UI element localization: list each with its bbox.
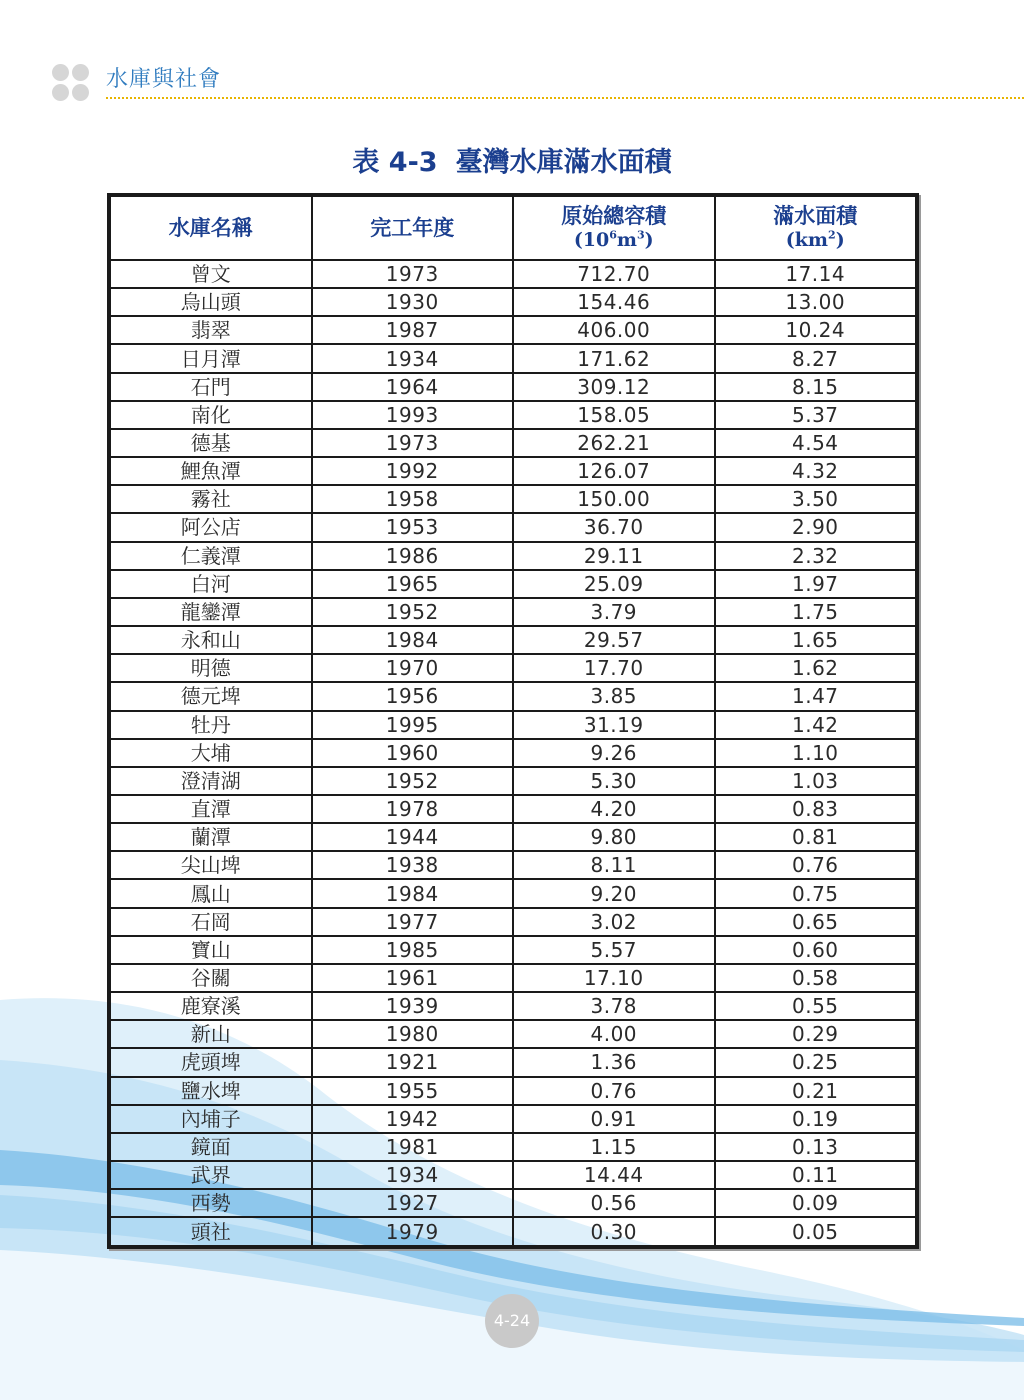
table-row: [110, 682, 916, 710]
cell-original-capacity: 9.20: [513, 879, 715, 907]
cell-reservoir-name: 鹿寮溪: [110, 992, 312, 1020]
table-row: [110, 1105, 916, 1133]
table-row: [110, 542, 916, 570]
table-row: [110, 626, 916, 654]
header-divider: [106, 97, 1024, 99]
cell-original-capacity: 262.21: [513, 429, 715, 457]
cell-reservoir-name: 永和山: [110, 626, 312, 654]
table-row: [110, 823, 916, 851]
cell-original-capacity: 9.80: [513, 823, 715, 851]
table-row: [110, 570, 916, 598]
cell-completion-year: 1927: [312, 1189, 514, 1217]
cell-reservoir-name: 霧社: [110, 485, 312, 513]
cell-original-capacity: 0.91: [513, 1105, 715, 1133]
cell-completion-year: 1956: [312, 682, 514, 710]
cell-completion-year: 1973: [312, 429, 514, 457]
cell-full-area: 1.62: [715, 654, 917, 682]
cell-reservoir-name: 龍鑾潭: [110, 598, 312, 626]
cell-completion-year: 1942: [312, 1105, 514, 1133]
cell-original-capacity: 712.70: [513, 260, 715, 288]
cell-original-capacity: 36.70: [513, 513, 715, 541]
cell-reservoir-name: 阿公店: [110, 513, 312, 541]
cell-full-area: 0.19: [715, 1105, 917, 1133]
cell-original-capacity: 14.44: [513, 1161, 715, 1189]
table-row: [110, 795, 916, 823]
table-row: [110, 739, 916, 767]
cell-full-area: 0.21: [715, 1077, 917, 1105]
cell-completion-year: 1921: [312, 1048, 514, 1076]
cell-full-area: 0.13: [715, 1133, 917, 1161]
cell-original-capacity: 4.20: [513, 795, 715, 823]
cell-completion-year: 1953: [312, 513, 514, 541]
cell-full-area: 0.58: [715, 964, 917, 992]
table-title: [0, 140, 1024, 179]
cell-full-area: 1.75: [715, 598, 917, 626]
cell-completion-year: 1934: [312, 344, 514, 372]
cell-reservoir-name: 武界: [110, 1161, 312, 1189]
table-row: [110, 288, 916, 316]
reservoir-area-table: [109, 195, 917, 1247]
cell-original-capacity: 1.15: [513, 1133, 715, 1161]
table-header-row: [110, 196, 916, 260]
cell-completion-year: 1958: [312, 485, 514, 513]
cell-completion-year: 1977: [312, 908, 514, 936]
table-row: [110, 1077, 916, 1105]
col-header-area-label: 滿水面積: [773, 203, 858, 228]
cell-completion-year: 1995: [312, 711, 514, 739]
cell-full-area: 0.25: [715, 1048, 917, 1076]
cell-reservoir-name: 翡翠: [110, 316, 312, 344]
table-row: [110, 1189, 916, 1217]
cell-full-area: 0.81: [715, 823, 917, 851]
cell-reservoir-name: 曾文: [110, 260, 312, 288]
section-title: 水庫與社會: [106, 67, 222, 92]
table-row: [110, 908, 916, 936]
cell-original-capacity: 154.46: [513, 288, 715, 316]
cell-full-area: 0.29: [715, 1020, 917, 1048]
table-row: [110, 1048, 916, 1076]
table-row: [110, 457, 916, 485]
cell-reservoir-name: 德元埤: [110, 682, 312, 710]
cell-original-capacity: 8.11: [513, 851, 715, 879]
cell-completion-year: 1987: [312, 316, 514, 344]
table-row: [110, 964, 916, 992]
cell-completion-year: 1938: [312, 851, 514, 879]
cell-completion-year: 1965: [312, 570, 514, 598]
table-row: [110, 1217, 916, 1246]
cell-reservoir-name: 新山: [110, 1020, 312, 1048]
cell-reservoir-name: 西勢: [110, 1189, 312, 1217]
cell-completion-year: 1992: [312, 457, 514, 485]
cell-original-capacity: 406.00: [513, 316, 715, 344]
table-row: [110, 711, 916, 739]
cell-reservoir-name: 谷關: [110, 964, 312, 992]
cell-original-capacity: 5.30: [513, 767, 715, 795]
reservoir-table-frame: [107, 193, 919, 1249]
cell-full-area: 1.42: [715, 711, 917, 739]
cell-full-area: 17.14: [715, 260, 917, 288]
cell-original-capacity: 17.70: [513, 654, 715, 682]
cell-completion-year: 1955: [312, 1077, 514, 1105]
cell-reservoir-name: 鯉魚潭: [110, 457, 312, 485]
cell-reservoir-name: 頭社: [110, 1217, 312, 1246]
cell-full-area: 10.24: [715, 316, 917, 344]
cell-full-area: 4.54: [715, 429, 917, 457]
cell-full-area: 0.11: [715, 1161, 917, 1189]
cell-full-area: 2.90: [715, 513, 917, 541]
cell-reservoir-name: 澄清湖: [110, 767, 312, 795]
cell-reservoir-name: 鹽水埤: [110, 1077, 312, 1105]
cell-original-capacity: 309.12: [513, 373, 715, 401]
cell-original-capacity: 4.00: [513, 1020, 715, 1048]
cell-completion-year: 1939: [312, 992, 514, 1020]
table-body: [110, 260, 916, 1246]
cell-full-area: 8.15: [715, 373, 917, 401]
cell-original-capacity: 25.09: [513, 570, 715, 598]
section-logo-icon: [52, 64, 92, 104]
table-row: [110, 851, 916, 879]
cell-full-area: 0.83: [715, 795, 917, 823]
table-row: [110, 513, 916, 541]
cell-full-area: 0.55: [715, 992, 917, 1020]
table-row: [110, 401, 916, 429]
cell-full-area: 1.97: [715, 570, 917, 598]
col-header-capacity: [513, 196, 715, 260]
cell-reservoir-name: 直潭: [110, 795, 312, 823]
col-header-capacity-unit: $(10^6m^3)$: [573, 228, 654, 252]
cell-completion-year: 1978: [312, 795, 514, 823]
table-row: [110, 1020, 916, 1048]
cell-completion-year: 1984: [312, 879, 514, 907]
cell-reservoir-name: 寶山: [110, 936, 312, 964]
cell-original-capacity: 9.26: [513, 739, 715, 767]
cell-original-capacity: 5.57: [513, 936, 715, 964]
cell-full-area: 8.27: [715, 344, 917, 372]
cell-full-area: 1.03: [715, 767, 917, 795]
cell-full-area: 5.37: [715, 401, 917, 429]
col-header-area: [715, 196, 917, 260]
table-row: [110, 1161, 916, 1189]
cell-full-area: 0.05: [715, 1217, 917, 1246]
cell-original-capacity: 3.79: [513, 598, 715, 626]
cell-completion-year: 1986: [312, 542, 514, 570]
cell-full-area: 2.32: [715, 542, 917, 570]
cell-reservoir-name: 石岡: [110, 908, 312, 936]
table-row: [110, 316, 916, 344]
cell-original-capacity: 1.36: [513, 1048, 715, 1076]
cell-reservoir-name: 日月潭: [110, 344, 312, 372]
table-row: [110, 879, 916, 907]
cell-completion-year: 1981: [312, 1133, 514, 1161]
cell-full-area: 0.60: [715, 936, 917, 964]
cell-original-capacity: 29.57: [513, 626, 715, 654]
cell-completion-year: 1964: [312, 373, 514, 401]
cell-completion-year: 1979: [312, 1217, 514, 1246]
table-row: [110, 344, 916, 372]
cell-reservoir-name: 蘭潭: [110, 823, 312, 851]
cell-original-capacity: 158.05: [513, 401, 715, 429]
table-number: 表 4-3: [352, 147, 438, 178]
cell-full-area: 1.65: [715, 626, 917, 654]
cell-original-capacity: 29.11: [513, 542, 715, 570]
cell-original-capacity: 126.07: [513, 457, 715, 485]
page-number-badge: 4-24: [485, 1294, 539, 1348]
cell-original-capacity: 3.02: [513, 908, 715, 936]
cell-reservoir-name: 大埔: [110, 739, 312, 767]
cell-reservoir-name: 鏡面: [110, 1133, 312, 1161]
cell-reservoir-name: 仁義潭: [110, 542, 312, 570]
cell-original-capacity: 0.76: [513, 1077, 715, 1105]
cell-full-area: 0.09: [715, 1189, 917, 1217]
cell-full-area: 0.75: [715, 879, 917, 907]
cell-completion-year: 1973: [312, 260, 514, 288]
cell-completion-year: 1970: [312, 654, 514, 682]
table-row: [110, 485, 916, 513]
cell-original-capacity: 17.10: [513, 964, 715, 992]
cell-original-capacity: 0.30: [513, 1217, 715, 1246]
cell-reservoir-name: 明德: [110, 654, 312, 682]
table-row: [110, 654, 916, 682]
cell-completion-year: 1961: [312, 964, 514, 992]
cell-reservoir-name: 牡丹: [110, 711, 312, 739]
cell-completion-year: 1993: [312, 401, 514, 429]
cell-reservoir-name: 尖山埤: [110, 851, 312, 879]
cell-reservoir-name: 鳳山: [110, 879, 312, 907]
table-row: [110, 598, 916, 626]
cell-full-area: 0.76: [715, 851, 917, 879]
cell-original-capacity: 3.78: [513, 992, 715, 1020]
cell-reservoir-name: 內埔子: [110, 1105, 312, 1133]
cell-completion-year: 1980: [312, 1020, 514, 1048]
cell-reservoir-name: 烏山頭: [110, 288, 312, 316]
cell-completion-year: 1944: [312, 823, 514, 851]
cell-full-area: 0.65: [715, 908, 917, 936]
cell-completion-year: 1930: [312, 288, 514, 316]
table-row: [110, 429, 916, 457]
cell-completion-year: 1960: [312, 739, 514, 767]
col-header-area-unit: $(km^2)$: [785, 228, 845, 252]
cell-original-capacity: 150.00: [513, 485, 715, 513]
table-row: [110, 992, 916, 1020]
table-caption: 臺灣水庫滿水面積: [455, 147, 672, 178]
cell-reservoir-name: 白河: [110, 570, 312, 598]
table-row: [110, 936, 916, 964]
cell-original-capacity: 31.19: [513, 711, 715, 739]
cell-reservoir-name: 南化: [110, 401, 312, 429]
cell-original-capacity: 171.62: [513, 344, 715, 372]
table-row: [110, 1133, 916, 1161]
cell-full-area: 3.50: [715, 485, 917, 513]
cell-completion-year: 1952: [312, 767, 514, 795]
cell-completion-year: 1934: [312, 1161, 514, 1189]
cell-full-area: 1.47: [715, 682, 917, 710]
cell-reservoir-name: 虎頭埤: [110, 1048, 312, 1076]
cell-reservoir-name: 德基: [110, 429, 312, 457]
table-row: [110, 373, 916, 401]
table-row: [110, 260, 916, 288]
cell-full-area: 13.00: [715, 288, 917, 316]
cell-reservoir-name: 石門: [110, 373, 312, 401]
col-header-year: 完工年度: [312, 196, 514, 260]
cell-full-area: 4.32: [715, 457, 917, 485]
cell-completion-year: 1952: [312, 598, 514, 626]
col-header-name: 水庫名稱: [110, 196, 312, 260]
cell-original-capacity: 3.85: [513, 682, 715, 710]
cell-completion-year: 1985: [312, 936, 514, 964]
cell-completion-year: 1984: [312, 626, 514, 654]
cell-full-area: 1.10: [715, 739, 917, 767]
cell-original-capacity: 0.56: [513, 1189, 715, 1217]
col-header-capacity-label: 原始總容積: [561, 203, 667, 228]
table-row: [110, 767, 916, 795]
